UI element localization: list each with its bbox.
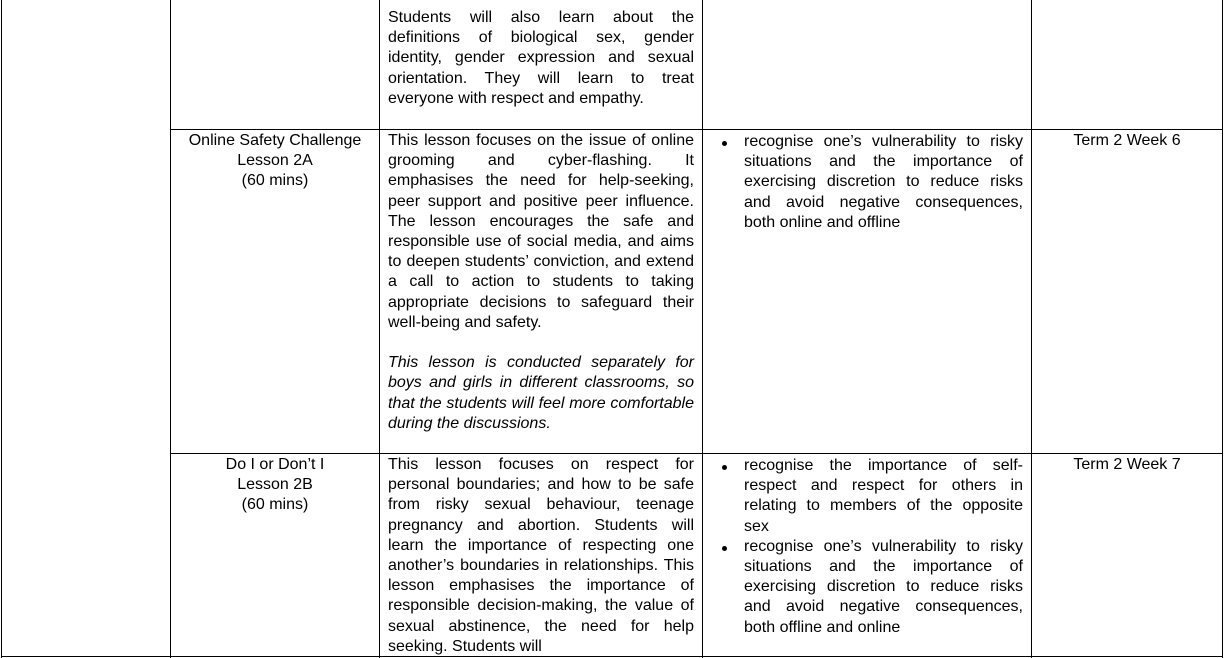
description-paragraph: This lesson focuses on the issue of online grooming and cyber-flashing. It emphasises the need for help-seeking, peer support and positive peer influence. The lesson encourages the safe and responsible use of social media, and aims to deepen students’ conviction, and extend a call to action to students to taking appropriate decisions to safeguard their well-being and safety. (388, 132, 694, 331)
column-divider-4 (1031, 0, 1032, 658)
timing-text: Term 2 Week 7 (1073, 456, 1181, 473)
lesson-description-cell (388, 8, 694, 109)
lesson-number: Lesson 2B (237, 476, 313, 494)
description-paragraph: Students will also learn about the definitions of biological sex, gender identity, gender expression and sexual orientation. They will learn to treat everyone with respect and empathy. (388, 9, 694, 107)
lesson-title-cell (171, 131, 379, 192)
lesson-duration: (60 mins) (241, 172, 309, 190)
timing-cell (1032, 131, 1222, 151)
lesson-description-cell (388, 455, 694, 657)
description-note: This lesson is conducted separately for boys and girls in different classrooms, so that the students will feel more comfortable during the discussions. (388, 354, 694, 432)
row-divider-1 (170, 129, 1223, 130)
description-paragraph: This lesson focuses on respect for personal boundaries; and how to be safe from risky sexual behaviour, teenage pregnancy and abortion. Students will learn the importance of respecting one another’s boundaries in relationships. This lesson emphasises the importance of responsible decision-making, the value of sexual abstinence, the need for help seeking. Students will (388, 456, 694, 655)
table-border-right (1222, 0, 1223, 658)
objective-item: recognise one’s vulnerability to risky situations and the importance of exercising discretion to reduce risks and avoid negative consequences, both offline and online (703, 537, 1023, 638)
lesson-title-cell (171, 455, 379, 516)
objective-item: recognise one’s vulnerability to risky situations and the importance of exercising discretion to reduce risks and avoid negative consequences, both online and offline (703, 132, 1023, 233)
lesson-title: Do I or Don’t I (225, 456, 325, 473)
table-border-left (1, 0, 2, 658)
lesson-duration: (60 mins) (241, 496, 309, 514)
learning-objectives-cell (703, 132, 1023, 233)
learning-objectives-cell (703, 456, 1023, 638)
row-divider-2 (170, 453, 1223, 454)
lesson-number: Lesson 2A (237, 152, 313, 170)
timing-text: Term 2 Week 6 (1073, 132, 1181, 149)
lesson-description-cell (388, 131, 694, 434)
objective-item: recognise the importance of self-respect and respect for others in relating to members of the opposite sex (703, 456, 1023, 537)
column-divider-2 (379, 0, 380, 658)
column-divider-1 (170, 0, 171, 658)
timing-cell (1032, 455, 1222, 475)
lesson-title: Online Safety Challenge (188, 132, 362, 149)
